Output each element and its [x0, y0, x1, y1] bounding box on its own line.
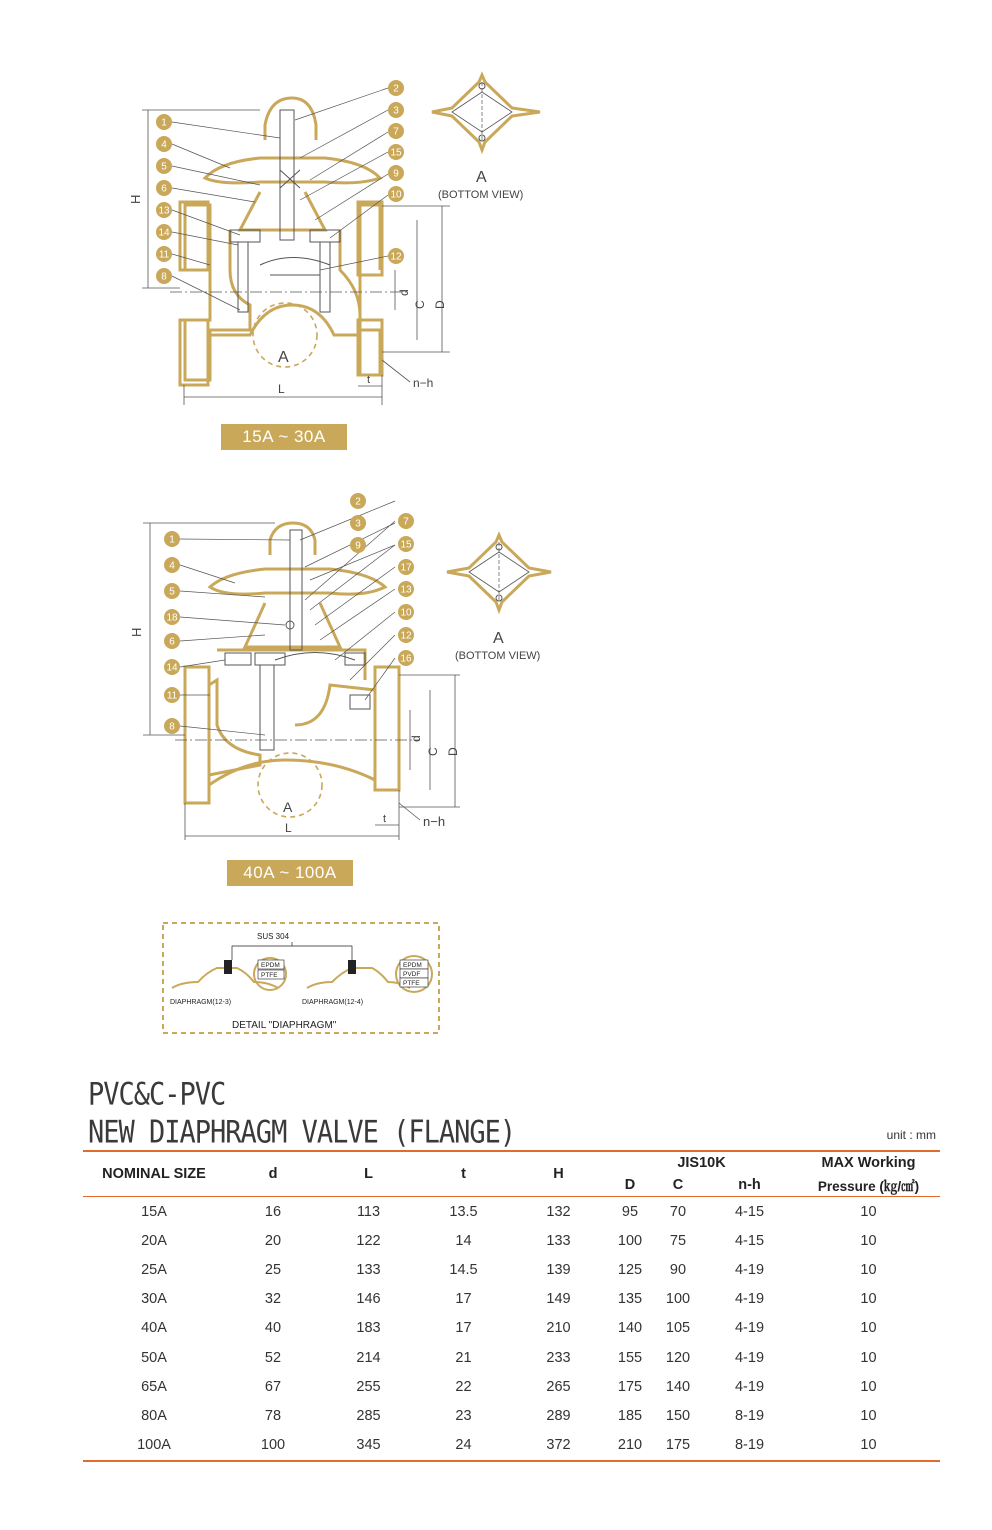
svg-text:6: 6: [169, 636, 175, 648]
size-badge-15a-30a: 15A ~ 30A: [221, 424, 347, 450]
header-h: H: [511, 1151, 606, 1197]
svg-text:3: 3: [393, 105, 399, 117]
table-row: 50A 52 214 21 233 155 120 4-19 10: [141, 1349, 877, 1366]
svg-text:4: 4: [169, 560, 175, 572]
header-n-h: n-h: [702, 1174, 797, 1197]
svg-text:15: 15: [400, 539, 412, 551]
bottom-view-2: [447, 535, 551, 662]
svg-text:2: 2: [355, 496, 361, 508]
svg-text:PTFE: PTFE: [261, 972, 278, 979]
svg-text:A: A: [493, 630, 504, 647]
svg-text:PVDF: PVDF: [403, 971, 421, 978]
dim-d-label: d: [397, 289, 411, 296]
dim-h-label: H: [128, 194, 143, 204]
svg-text:18: 18: [166, 612, 178, 624]
svg-text:11: 11: [158, 249, 170, 261]
diaphragm-12-4-label: DIAPHRAGM(12-4): [302, 999, 364, 1006]
svg-text:9: 9: [355, 540, 361, 552]
svg-text:7: 7: [393, 126, 399, 138]
svg-text:13: 13: [158, 205, 170, 217]
diaphragm-12-3-label: DIAPHRAGM(12-3): [170, 999, 232, 1006]
svg-text:(BOTTOM VIEW): (BOTTOM VIEW): [455, 650, 541, 662]
table-row: 20A 20 122 14 133 100 75 4-15 10: [141, 1232, 877, 1249]
svg-text:15: 15: [390, 147, 402, 159]
svg-text:14: 14: [158, 227, 170, 239]
header-jis10k: JIS10K: [606, 1151, 797, 1174]
detail-caption: DETAIL "DIAPHRAGM": [232, 1020, 337, 1031]
product-title-line2: NEW DIAPHRAGM VALVE (FLANGE): [88, 1115, 516, 1151]
dim-nh-label-2: n−h: [423, 814, 446, 829]
valve-body-outline: [180, 98, 382, 385]
svg-text:EPDM: EPDM: [403, 962, 422, 969]
dim-l-2: [185, 790, 399, 840]
svg-text:17: 17: [400, 562, 412, 574]
dim-c-label: C: [413, 300, 427, 309]
dim-h-label-2: H: [129, 627, 144, 637]
table-row: 15A 16 113 13.5 132 95 70 4-15 10: [141, 1203, 877, 1220]
table-row: 25A 25 133 14.5 139 125 90 4-19 10: [141, 1261, 877, 1278]
svg-text:10: 10: [390, 189, 402, 201]
svg-text:6: 6: [161, 183, 167, 195]
svg-text:5: 5: [169, 586, 175, 598]
dim-cap-d-label: D: [433, 300, 447, 309]
dim-t-label: t: [367, 374, 371, 386]
svg-text:12: 12: [400, 630, 412, 642]
svg-text:9: 9: [393, 168, 399, 180]
dim-t-label-2: t: [383, 813, 387, 825]
header-cap-d: D: [606, 1174, 654, 1197]
header-c: C: [654, 1174, 702, 1197]
header-pressure: Pressure (㎏/㎠): [797, 1174, 940, 1197]
svg-text:13: 13: [400, 584, 412, 596]
table-row: 30A 32 146 17 149 135 100 4-19 10: [141, 1291, 877, 1308]
dim-l-label-2: L: [285, 821, 292, 835]
valve-drawing-15a-30a: [120, 70, 570, 415]
header-l: L: [321, 1151, 416, 1197]
svg-text:11: 11: [166, 690, 178, 702]
header-nominal-size: NOMINAL SIZE: [83, 1151, 225, 1197]
svg-text:1: 1: [161, 117, 167, 129]
svg-text:4: 4: [161, 139, 167, 151]
table-row: 80A 78 285 23 289 185 150 8-19 10: [141, 1407, 877, 1424]
valve-inner-parts: [230, 110, 340, 312]
svg-text:3: 3: [355, 518, 361, 530]
table-row: 40A 40 183 17 210 140 105 4-19 10: [141, 1320, 877, 1337]
svg-text:5: 5: [161, 161, 167, 173]
dim-t-2: [375, 803, 420, 825]
table-row: 65A 67 255 22 265 175 140 4-19 10: [141, 1378, 877, 1395]
callouts-right: [388, 80, 404, 264]
callout-leaders-2: [180, 501, 395, 735]
size-badge-40a-100a: 40A ~ 100A: [227, 860, 353, 886]
detail-letter-a-2: A: [283, 799, 293, 815]
product-title-line1: PVC&C-PVC: [88, 1077, 226, 1113]
svg-text:1: 1: [169, 534, 175, 546]
svg-text:8: 8: [169, 721, 175, 733]
callouts-left: [156, 114, 172, 284]
svg-text:8: 8: [161, 271, 167, 283]
table-row: 100A 100 345 24 372 210 175 8-19 10: [83, 1431, 940, 1461]
svg-text:7: 7: [403, 516, 409, 528]
dim-c-label-2: C: [426, 747, 440, 756]
svg-text:2: 2: [393, 83, 399, 95]
svg-text:(BOTTOM VIEW): (BOTTOM VIEW): [438, 189, 524, 201]
bottom-view-1: [432, 75, 540, 201]
svg-text:14: 14: [166, 662, 178, 674]
detail-diaphragm: [162, 922, 440, 1034]
detail-letter-a: A: [278, 349, 289, 366]
valve-drawing-40a-100a: [125, 485, 575, 840]
dim-l-label: L: [278, 382, 285, 396]
dim-nh-label: n−h: [413, 376, 434, 390]
detail-top-label: SUS 304: [257, 932, 290, 941]
dim-h: [142, 110, 260, 288]
dim-t: [358, 360, 410, 386]
header-max-working: MAX Working: [797, 1151, 940, 1174]
unit-label: unit : mm: [886, 1128, 936, 1142]
dim-cap-d-label-2: D: [446, 747, 460, 756]
callouts-left-2: [164, 531, 180, 734]
header-d: d: [225, 1151, 321, 1197]
svg-text:EPDM: EPDM: [261, 962, 280, 969]
svg-text:12: 12: [390, 251, 402, 263]
svg-text:16: 16: [400, 653, 412, 665]
header-t: t: [416, 1151, 511, 1197]
dim-d-label-2: d: [409, 735, 423, 742]
svg-text:PTFE: PTFE: [403, 980, 420, 987]
dim-dcd: [382, 206, 450, 352]
spec-table: [83, 1150, 940, 1462]
svg-text:10: 10: [400, 607, 412, 619]
svg-text:A: A: [476, 169, 487, 186]
